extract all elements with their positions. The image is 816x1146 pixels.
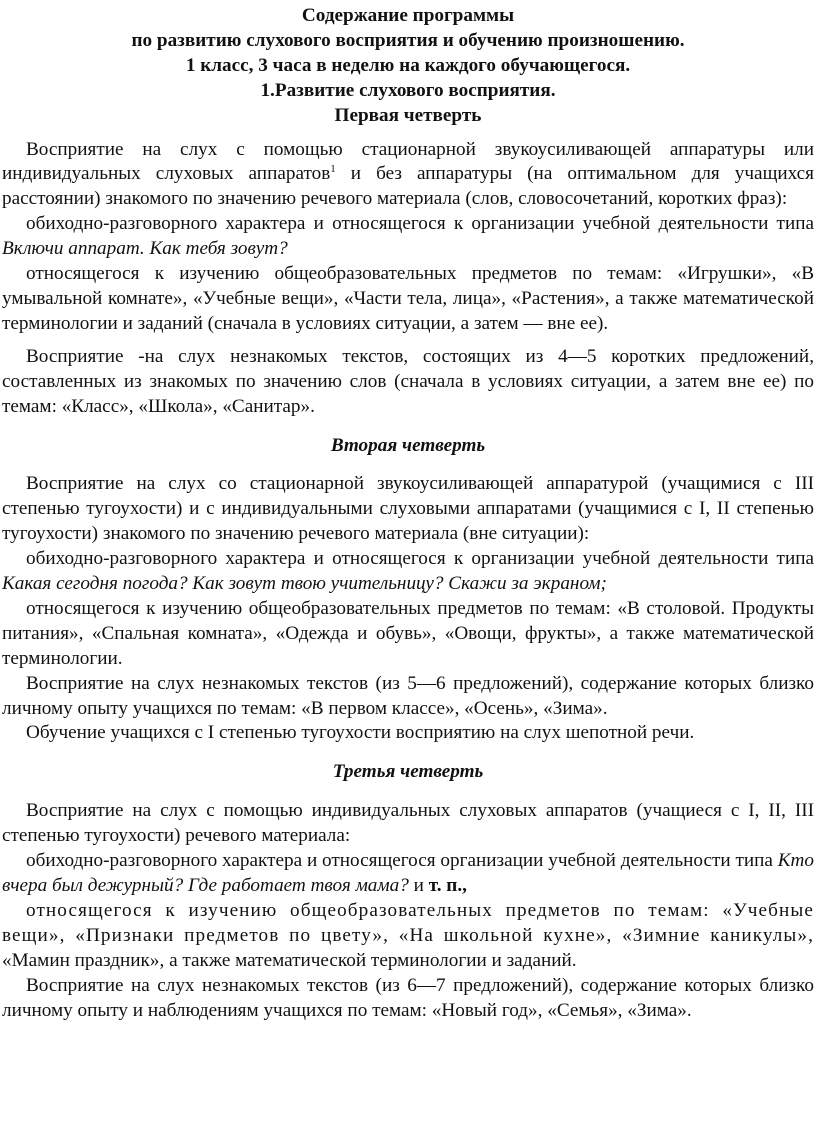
q2-paragraph-5: Обучение учащихся с I степенью тугоухости восприятию на слух шепотной речи. [26,722,695,744]
q3-p2-example: Кто вчера был дежурный? Где работает твоя мама? [2,850,814,896]
q3-p3-text-a: относящегося к изучению общеобразовательных предметов по темам: «Учебные вещи», «Признаки предметов по цвету», «На школьной кухне», «Зимние каникулы», [2,899,814,946]
second-quarter-title: Вторая четверть [330,434,486,456]
q2-paragraph-4: Восприятие на слух незнакомых текстов (из 5—6 предложений), содержание которых близко личному опыту учащихся по темам: «В первом классе», «Осень», «Зима». [2,672,814,719]
q3-p2-etc: т. п., [428,875,467,896]
q3-p2-conjunction: и [408,875,429,896]
heading-title: Содержание программы [301,5,515,26]
q2-paragraph-1: Восприятие на слух со стационарной звукоусиливающей аппаратурой (учащимися с III степенью тугоухости) и с индивидуальными слуховыми аппаратами (учащимися с I, II степенью тугоухости) знакомого по значению речевого материала (вне ситуации): [2,473,814,545]
q2-p2-example: Какая сегодня погода? Как зовут твою учительницу? Скажи за экраном; [2,573,607,595]
q1-paragraph-4: Восприятие -на слух незнакомых текстов, состоящих из 4—5 коротких предложений, составленных из знакомых по значению слов (сначала в условиях ситуации, а затем вне ее) по темам: «Класс», «Школа», «Санитар». [2,345,814,417]
q3-paragraph-1: Восприятие на слух с помощью индивидуальных слуховых аппаратов (учащиеся с I, II, III степенью тугоухости) речевого материала: [2,800,814,847]
q1-paragraph-1 [2,138,814,213]
q2-paragraph-2 [2,547,814,597]
q1-paragraph-3: относящегося к изучению общеобразовательных предметов по темам: «Игрушки», «В умывальной комнате», «Учебные вещи», «Части тела, лица», «Растения», а также математической терминологии и заданий (сначала в условиях ситуации, а затем — вне ее). [2,263,814,334]
q1-p1-text-a: Восприятие на слух с помощью стационарной звукоусиливающей аппаратуры или индивидуальных слуховых аппаратов [2,138,814,185]
q2-paragraph-3: относящегося к изучению общеобразовательных предметов по темам: «В столовой. Продукты питания», «Спальная комната», «Одежда и обувь», «Овощи, фрукты», а также математической терминологии. [2,597,814,669]
heading-subtitle: по развитию слухового восприятия и обучению произношению. [131,29,685,51]
q3-p3-text-b: «Мамин праздник», а также математической терминологии и заданий. [2,949,577,971]
q1-p2-example: Включи аппарат. Как тебя зовут? [2,238,288,260]
third-quarter-title: Третья четверть [332,761,484,783]
footnote-marker: 1 [330,163,336,176]
q1-paragraph-2 [2,212,814,262]
program-heading [2,4,814,129]
q3-p2-text: обиходно-разговорного характера и относящегося организации учебной деятельности типа [26,850,778,872]
heading-section: 1.Развитие слухового восприятия. [260,79,556,101]
q1-p2-text: обиходно-разговорного характера и относящегося к организации учебной деятельности типа [26,213,814,235]
q3-paragraph-3 [2,899,814,974]
q1-p1-text-b: и без аппаратуры (на оптимальном для учащихся расстоянии) знакомого по значению речевого материала (слов, словосочетаний, коротких фраз): [2,163,814,210]
heading-grade-hours: 1 класс, 3 часа в неделю на каждого обучающегося. [185,54,631,76]
q3-paragraph-2 [2,849,814,899]
heading-first-quarter: Первая четверть [334,104,482,126]
q3-paragraph-4: Восприятие на слух незнакомых текстов (из 6—7 предложений), содержание которых близко личному опыту и наблюдениям учащихся по темам: «Новый год», «Семья», «Зима». [2,974,814,1021]
q2-p2-text: обиходно-разговорного характера и относящегося к организации учебной деятельности типа [26,548,814,570]
